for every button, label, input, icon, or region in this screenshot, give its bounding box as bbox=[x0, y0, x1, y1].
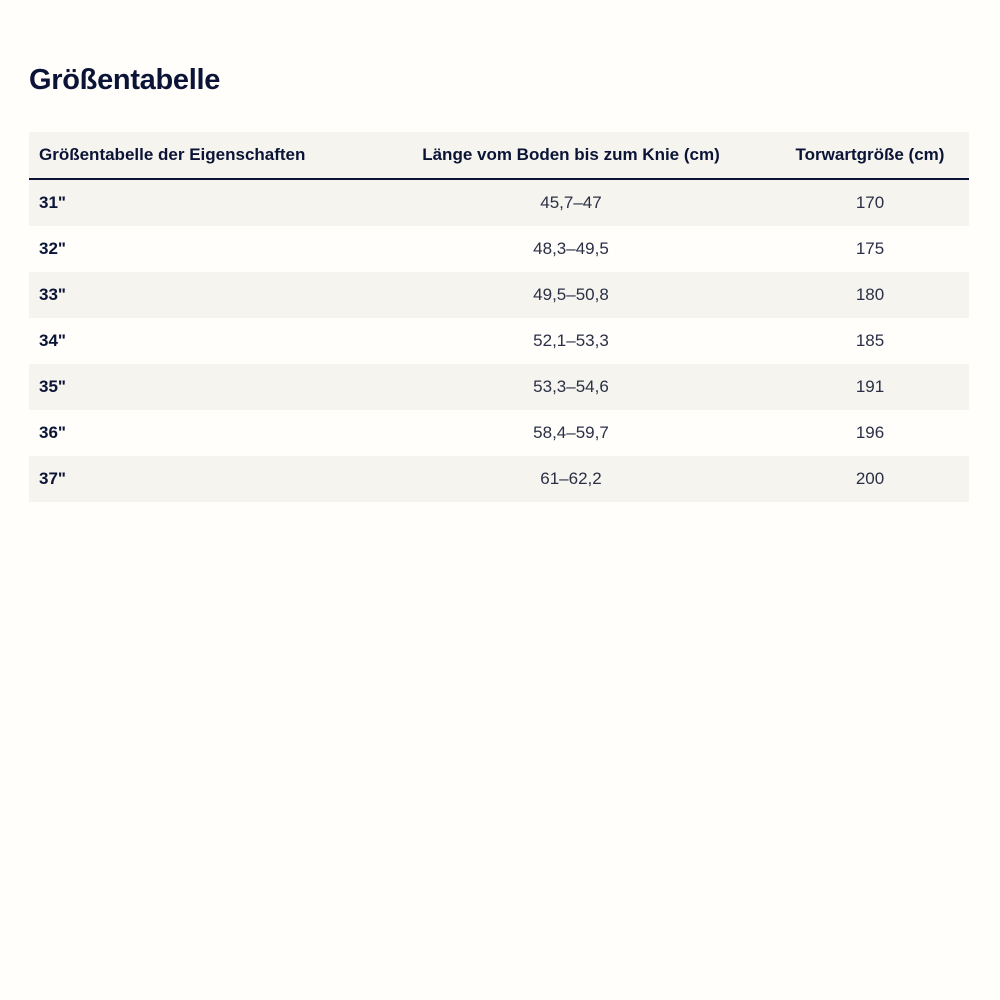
column-header-goalie-height: Torwartgröße (cm) bbox=[771, 132, 969, 179]
table-row bbox=[29, 226, 969, 272]
size-cell: 31" bbox=[39, 193, 66, 212]
page-title: Größentabelle bbox=[29, 64, 221, 96]
size-chart-table bbox=[29, 132, 969, 502]
column-header-size: Größentabelle der Eigenschaften bbox=[29, 132, 371, 179]
table-header bbox=[29, 132, 969, 179]
table-row bbox=[29, 272, 969, 318]
size-cell: 33" bbox=[39, 285, 66, 304]
table-row bbox=[29, 364, 969, 410]
length-cell: 52,1–53,3 bbox=[533, 331, 609, 350]
table-row bbox=[29, 456, 969, 502]
goalie-height-cell: 170 bbox=[855, 193, 885, 212]
goalie-height-cell: 185 bbox=[855, 331, 885, 350]
size-cell: 37" bbox=[39, 469, 66, 488]
table-row bbox=[29, 179, 969, 226]
table-row bbox=[29, 410, 969, 456]
goalie-height-cell: 180 bbox=[855, 285, 885, 304]
column-header-length: Länge vom Boden bis zum Knie (cm) bbox=[371, 132, 771, 179]
table-header-row bbox=[29, 132, 969, 179]
length-cell: 58,4–59,7 bbox=[533, 423, 609, 442]
goalie-height-cell: 191 bbox=[855, 377, 885, 396]
table-row bbox=[29, 318, 969, 364]
table-body bbox=[29, 179, 969, 502]
goalie-height-cell: 196 bbox=[855, 423, 885, 442]
length-cell: 48,3–49,5 bbox=[533, 239, 609, 258]
length-cell: 49,5–50,8 bbox=[533, 285, 609, 304]
size-cell: 32" bbox=[39, 239, 66, 258]
goalie-height-cell: 200 bbox=[855, 469, 885, 488]
size-cell: 34" bbox=[39, 331, 66, 350]
length-cell: 53,3–54,6 bbox=[533, 377, 609, 396]
size-cell: 36" bbox=[39, 423, 66, 442]
goalie-height-cell: 175 bbox=[855, 239, 885, 258]
length-cell: 45,7–47 bbox=[540, 193, 602, 212]
length-cell: 61–62,2 bbox=[540, 469, 602, 488]
size-cell: 35" bbox=[39, 377, 66, 396]
